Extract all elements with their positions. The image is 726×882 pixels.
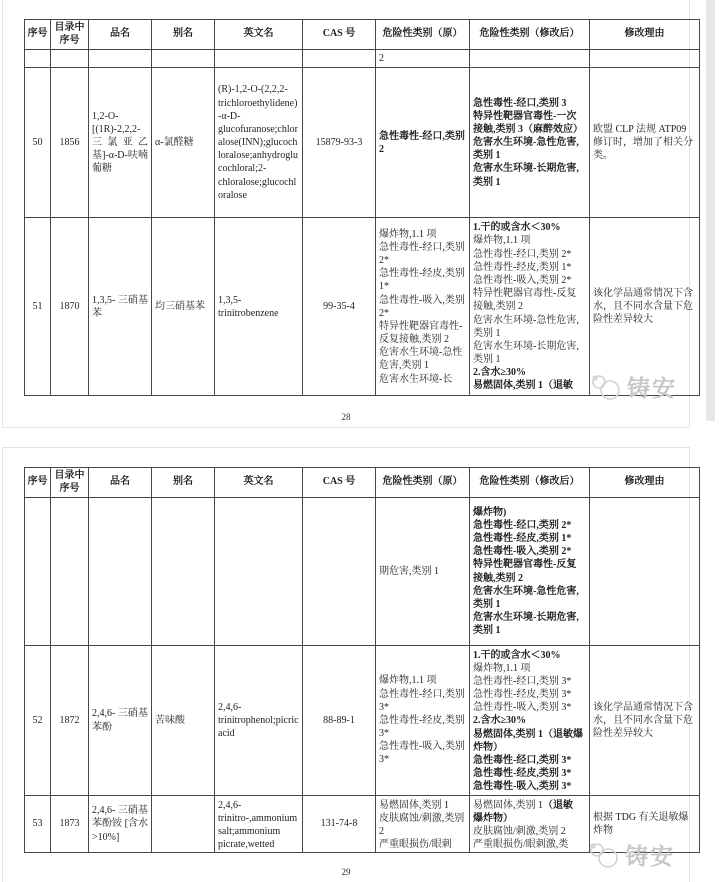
cell-text: 易燃固体,类别 1（退敏 爆炸物） 皮肤腐蚀/刺激,类别 2 严重眼损伤/眼刺激,类: [473, 799, 573, 850]
column-header: 品名: [89, 20, 152, 50]
document-page-28: [2, 0, 693, 428]
cell-modified: [470, 498, 590, 646]
cell-text: 88-89-1: [323, 714, 355, 726]
cell-alias: [152, 218, 215, 396]
column-header: 危险性类别（原）: [376, 468, 470, 498]
cell-cas: [303, 646, 376, 796]
cell-reason: [590, 68, 700, 218]
hazard-table-page-28: [24, 19, 700, 396]
cell-text: 急性毒性-经口,类别 3 特异性靶器官毒性-一次接触,类别 3（麻醉效应） 危害水生环境-急性危害,类别 1 危害水生环境-长期危害,类别 1: [473, 97, 583, 188]
cell-text: 131-74-8: [320, 818, 358, 830]
column-header: CAS 号: [303, 20, 376, 50]
watermark-text: 铸安: [625, 844, 675, 869]
cell-text: 易燃固体,类别 1 皮肤腐蚀/刺激,类别 2 严重眼损伤/眼刺: [379, 799, 465, 850]
column-header: 英文名: [215, 468, 303, 498]
cell-alias: [152, 50, 215, 68]
cell-seq: [25, 498, 51, 646]
cell-cas: [303, 68, 376, 218]
cell-catalog: [51, 796, 89, 853]
cell-text: 爆炸物,1.1 项 急性毒性-经口,类别 2* 急性毒性-经皮,类别 1* 急性毒性-吸入,类别 2* 特异性靶器官毒性-反复接触,类别 2 危害水生环境-急性危害,类别 1 危害水生环境-长: [379, 228, 465, 385]
hazard-table-page-29: [24, 467, 700, 853]
cell-text: 15879-93-3: [315, 137, 363, 149]
column-header: 危险性类别（修改后）: [470, 468, 590, 498]
cell-catalog: [51, 218, 89, 396]
document-page-29: [2, 447, 693, 882]
header-row: [25, 468, 700, 498]
zhuan-watermark: [586, 838, 675, 871]
column-header: 英文名: [215, 20, 303, 50]
cell-text: 52: [32, 714, 43, 726]
column-header: 修改理由: [590, 20, 700, 50]
cell-seq: [25, 646, 51, 796]
cell-text: 期危害,类别 1: [379, 565, 439, 577]
cell-text: 1,3,5-trinitrobenzene: [218, 294, 279, 319]
cell-modified: [470, 646, 590, 796]
cell-original: [376, 68, 470, 218]
cell-text: 急性毒性-经口,类别 2: [379, 130, 465, 155]
cell-name: [89, 498, 152, 646]
cell-text: 1872: [59, 714, 80, 726]
cell-alias: [152, 796, 215, 853]
cell-original: [376, 796, 470, 853]
cell-reason: [590, 218, 700, 396]
cell-catalog: [51, 646, 89, 796]
cell-text: α-氯醛糖: [155, 137, 194, 149]
cell-text: 1.干的或含水＜30% 爆炸物,1.1 项 急性毒性-经口,类别 3* 急性毒性-经皮,类别 3* 急性毒性-吸入,类别 3* 2.含水≥30% 易燃固体,类别 1（退敏爆炸物） 急性毒性-经口,类别 3* 急性毒性-经皮,类别 3* 急性毒性-吸入,类别 3*: [473, 649, 583, 793]
cell-text: 根据 TDG 有关退敏爆炸物: [593, 811, 689, 836]
cell-english: [215, 50, 303, 68]
cell-original: [376, 498, 470, 646]
cell-modified: [470, 50, 590, 68]
cell-english: [215, 68, 303, 218]
cell-seq: [25, 796, 51, 853]
cell-text: 该化学品通常情况下含水，且不同水含量下危险性差异较大: [593, 701, 693, 740]
cell-name: [89, 50, 152, 68]
watermark-text: 铸安: [627, 376, 677, 401]
table-row: [25, 646, 700, 796]
cell-english: [215, 498, 303, 646]
page-number: 29: [341, 867, 351, 877]
table-row: [25, 68, 700, 218]
cell-text: 99-35-4: [323, 301, 355, 313]
column-header: 危险性类别（原）: [376, 20, 470, 50]
cell-name: [89, 796, 152, 853]
cell-cas: [303, 218, 376, 396]
column-header: 目录中序号: [51, 468, 89, 498]
cell-cas: [303, 50, 376, 68]
cell-text: 50: [32, 137, 43, 149]
cell-english: [215, 646, 303, 796]
cell-reason: [590, 646, 700, 796]
cell-english: [215, 218, 303, 396]
cell-seq: [25, 218, 51, 396]
cell-catalog: [51, 68, 89, 218]
cell-text: 51: [32, 301, 43, 313]
cell-reason: [590, 498, 700, 646]
cell-modified: [470, 218, 590, 396]
column-header: 别名: [152, 20, 215, 50]
cell-text: 均三硝基苯: [155, 301, 205, 313]
column-header: CAS 号: [303, 468, 376, 498]
cell-text: 该化学品通常情况下含水，且不同水含量下危险性差异较大: [593, 287, 693, 326]
cell-text: 2,4,6-trinitrophenol;picric acid: [218, 701, 299, 740]
column-header: 序号: [25, 468, 51, 498]
cell-text: 53: [32, 818, 43, 830]
cell-original: [376, 218, 470, 396]
cell-seq: [25, 50, 51, 68]
cell-text: 爆炸物,1.1 项 急性毒性-经口,类别 3* 急性毒性-经皮,类别 3* 急性毒性-吸入,类别 3*: [379, 675, 465, 766]
cell-seq: [25, 68, 51, 218]
cell-name: [89, 218, 152, 396]
cell-cas: [303, 796, 376, 853]
cell-text: 1870: [59, 301, 80, 313]
cell-english: [215, 796, 303, 853]
watermark-logo-icon: [588, 373, 624, 401]
cell-reason: [590, 50, 700, 68]
column-header: 品名: [89, 468, 152, 498]
table-row: [25, 218, 700, 396]
column-header: 危险性类别（修改后）: [470, 20, 590, 50]
cell-text: 爆炸物) 急性毒性-经口,类别 2* 急性毒性-经皮,类别 1* 急性毒性-吸入,类别 2* 特异性靶器官毒性-反复接触,类别 2 危害水生环境-急性危害,类别 1 危害水生环境-长期危害,类别 1: [473, 506, 579, 637]
cell-text: 1,3,5- 三硝基苯: [92, 294, 148, 319]
cell-modified: [470, 68, 590, 218]
cell-text: 1,2-O-[(1R)-2,2,2-三氯亚乙基]-α-D-呋喃葡糖: [92, 110, 148, 175]
column-header: 别名: [152, 468, 215, 498]
adjacent-page-edge: [706, 0, 715, 421]
cell-name: [89, 646, 152, 796]
cell-text: 2,4,6- 三硝基苯酚: [92, 708, 148, 733]
cell-text: 1.干的或含水＜30% 爆炸物,1.1 项 急性毒性-经口,类别 2* 急性毒性-经皮,类别 1* 急性毒性-吸入,类别 2* 特异性靶器官毒性-反复接触,类别 2 危害水生环境-急性危害,类别 1 危害水生环境-长期危害,类别 1 2.含水≥30% 易燃固体,类别 1（退敏: [473, 222, 579, 392]
header-row: [25, 20, 700, 50]
cell-name: [89, 68, 152, 218]
cell-text: 欧盟 CLP 法规 ATP09 修订时，增加了相关分类。: [593, 123, 693, 162]
cell-catalog: [51, 498, 89, 646]
cell-text: 苦味酸: [155, 714, 185, 726]
cell-catalog: [51, 50, 89, 68]
cell-text: 1873: [59, 818, 80, 830]
cell-alias: [152, 68, 215, 218]
page-number: 28: [341, 412, 351, 422]
cell-alias: [152, 498, 215, 646]
cell-text: 2,4,6-trinitro-,ammonium salt;ammonium picrate,wetted: [218, 799, 298, 850]
zhuan-watermark: [588, 370, 677, 403]
cell-original: [376, 50, 470, 68]
cell-text: 2: [379, 53, 384, 64]
watermark-logo-icon: [586, 841, 622, 869]
column-header: 目录中序号: [51, 20, 89, 50]
cell-text: (R)-1,2-O-(2,2,2-trichloroethylidene)-α-D-glucofuranose;chloralose(INN);glucochloralose;anhydroglucochloral;2-chloralose;glucochloralose: [218, 84, 298, 201]
cell-alias: [152, 646, 215, 796]
column-header: 序号: [25, 20, 51, 50]
cell-original: [376, 646, 470, 796]
cell-text: 2,4,6- 三硝基苯酚铵 [含水>10%]: [92, 805, 148, 843]
cell-cas: [303, 498, 376, 646]
cell-modified: [470, 796, 590, 853]
table-row: [25, 498, 700, 646]
cell-text: 1856: [59, 137, 80, 149]
column-header: 修改理由: [590, 468, 700, 498]
table-row: [25, 50, 700, 68]
